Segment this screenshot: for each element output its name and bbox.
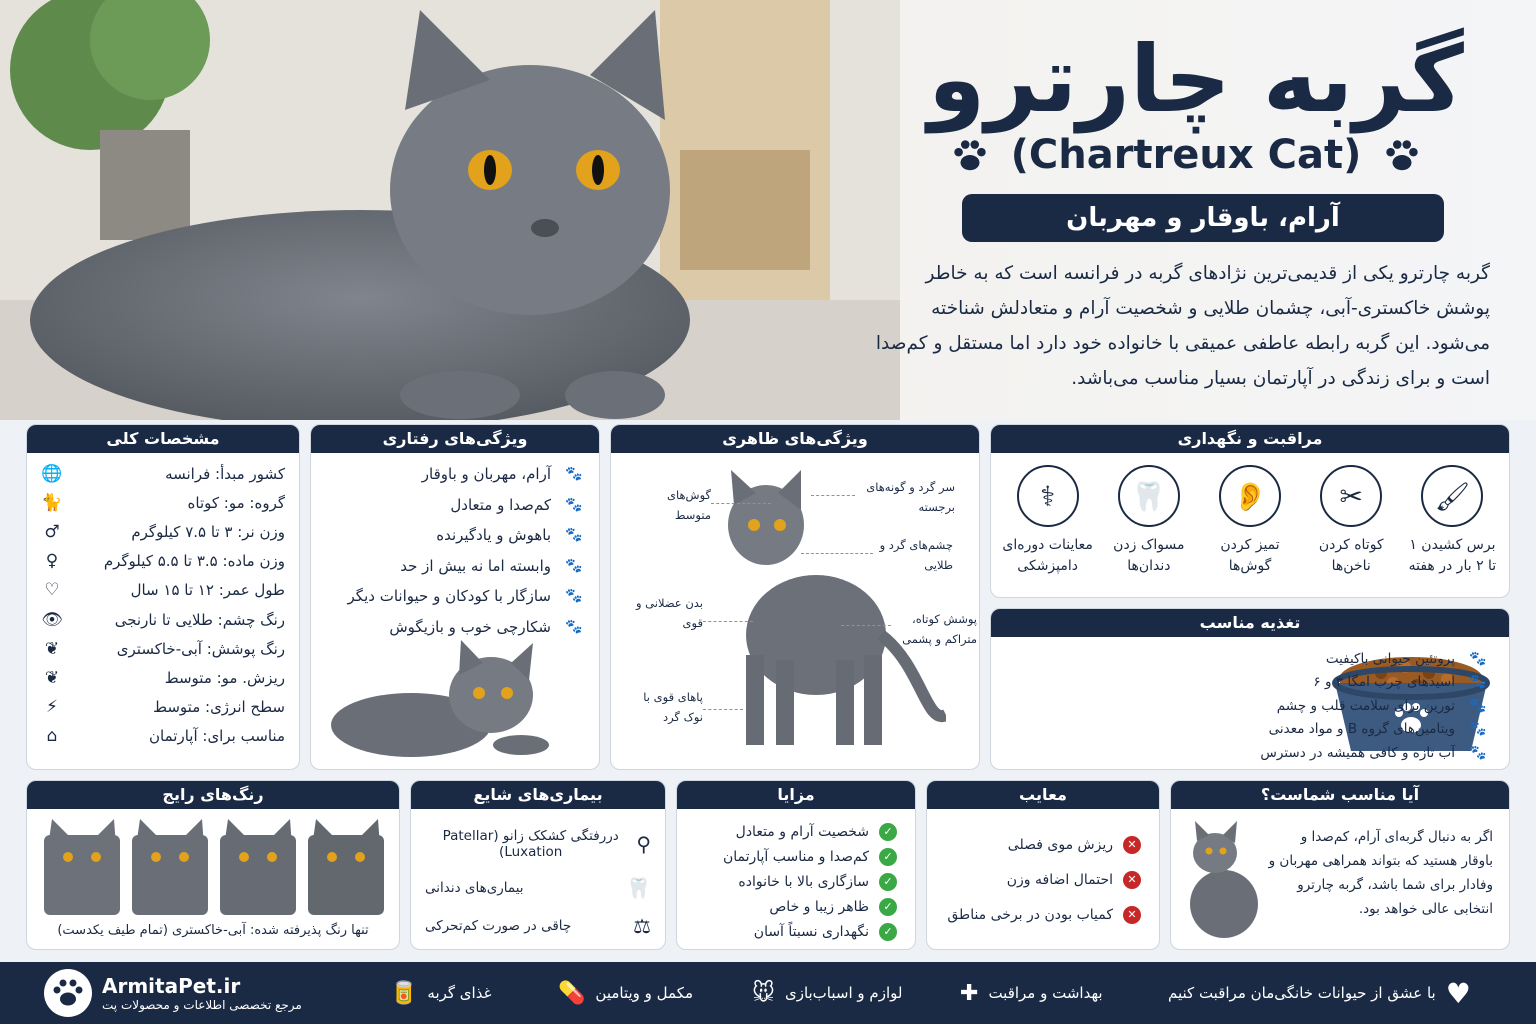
behavior-item: [325, 551, 585, 582]
care-item-ears: [1204, 465, 1296, 577]
spec-text: ریزش. مو: متوسط: [164, 668, 285, 687]
paw-icon: [1383, 136, 1421, 174]
item-text: کم‌صدا و متعادل: [450, 495, 551, 514]
care-label: برس کشیدن ۱ تا ۲ بار در هفته: [1408, 537, 1497, 574]
item-text: وابسته اما نه بیش از حد: [400, 556, 551, 575]
general-spec-item: [41, 547, 285, 576]
item-text: سازگار با کودکان و حیوانات دیگر: [347, 587, 551, 606]
leaf-icon: ❦: [44, 667, 60, 688]
item-text: کمیاب بودن در برخی مناطق: [947, 906, 1113, 923]
card-title: بیماری‌های شایع: [411, 781, 665, 809]
care-items: [991, 453, 1509, 577]
paw-icon: 🐾: [565, 588, 583, 605]
item-text: ویتامین‌های گروه B و مواد معدنی: [1268, 721, 1455, 738]
cons-list: [927, 809, 1159, 932]
item-text: اسیدهای چرب امگا ۳ و ۶: [1313, 674, 1455, 691]
pros-item: [695, 919, 897, 944]
paw-icon: 🐾: [565, 496, 583, 513]
pros-item: [695, 844, 897, 869]
cons-item: [945, 862, 1141, 897]
food-can-icon: 🥫: [390, 980, 418, 1006]
footer-link-hygiene[interactable]: [960, 962, 1103, 1024]
footer-brand[interactable]: [44, 962, 302, 1024]
diseases-list: [411, 809, 665, 945]
card-title: رنگ‌های رایج: [27, 781, 399, 809]
pros-item: [695, 819, 897, 844]
subtitle-text: (Chartreux Cat): [1010, 132, 1362, 178]
cross-icon: ✕: [1123, 906, 1141, 924]
general-spec-item: [41, 459, 285, 488]
nutrition-card: [990, 608, 1510, 770]
item-text: آرام، مهربان و باوقار: [421, 465, 551, 484]
fit-card: [1170, 780, 1510, 950]
general-spec-item: [41, 722, 285, 751]
check-icon: ✓: [879, 873, 897, 891]
general-spec-item: [41, 576, 285, 605]
callout-body: بدن عضلانی و قوی: [635, 596, 703, 630]
spec-text: کشور مبدأ: فرانسه: [165, 464, 285, 483]
care-item-vet: [1002, 465, 1094, 577]
colors-note: تنها رنگ پذیرفته شده: آبی-خاکستری (تمام طیف یکدست): [57, 923, 369, 938]
page-title: گربه چارترو: [928, 26, 1464, 133]
ear-icon: 👂: [1219, 465, 1281, 527]
color-swatch-cats: [34, 817, 394, 917]
pros-list: [677, 809, 915, 944]
male-icon: ♂: [44, 521, 60, 542]
paw-icon: 🐾: [1469, 650, 1487, 667]
tagline-banner: آرام، باوقار و مهربان: [962, 194, 1444, 242]
callout-head: سر گرد و گونه‌های برجسته: [866, 480, 955, 514]
item-text: شخصیت آرام و متعادل: [735, 823, 869, 840]
footer-slogan: [1168, 962, 1471, 1024]
callout-ears: گوش‌های متوسط: [666, 488, 711, 522]
care-label: تمیز کردن گوش‌ها: [1220, 537, 1280, 574]
disease-text: بیماری‌های دندانی: [425, 880, 524, 896]
first-aid-icon: ✚: [960, 980, 979, 1006]
footer-link-label: لوازم و اسباب‌بازی: [784, 984, 903, 1002]
female-icon: ♀: [45, 551, 59, 572]
care-item-brush: [1406, 465, 1498, 577]
behavior-list: [311, 453, 599, 642]
eye-icon: 👁: [41, 609, 63, 630]
general-spec-item: [41, 663, 285, 692]
disease-item: [425, 907, 651, 945]
general-spec-item: [41, 488, 285, 517]
behavior-item: [325, 520, 585, 551]
footer-link-label: بهداشت و مراقبت: [988, 984, 1103, 1002]
hero-cat-photo: [0, 0, 900, 420]
general-spec-item: [41, 634, 285, 663]
spec-text: گروه: مو: کوتاه: [187, 493, 285, 512]
paw-icon: 🐾: [565, 618, 583, 635]
sitting-cat-image: [1179, 819, 1269, 939]
nutrition-item: [1219, 694, 1489, 718]
care-label: معاینات دوره‌ای دامپزشکی: [1002, 537, 1093, 574]
check-icon: ✓: [879, 848, 897, 866]
cons-item: [945, 827, 1141, 862]
intro-paragraph: گربه چارترو یکی از قدیمی‌ترین نژادهای گربه در فرانسه است که به خاطر پوشش خاکستری-آبی، چشمان طلایی و شخصیت آرام و متعادلش شناخته می‌شود. این گربه رابطه عاطفی عمیقی با خانواده خود دارد اما مستقل و کم‌صدا است و برای زندگی در آپارتمان بسیار مناسب می‌باشد.: [875, 263, 1490, 389]
card-title: تغذیه مناسب: [991, 609, 1509, 637]
nutrition-item: [1219, 718, 1489, 742]
footer-link-label: غذای گربه: [427, 984, 492, 1002]
card-title: مشخصات کلی: [27, 425, 299, 453]
cat-icon: 🐈: [41, 492, 63, 513]
callout-line: [711, 503, 771, 504]
heart-pulse-icon: ♡: [44, 580, 60, 601]
item-text: نگهداری نسبتاً آسان: [753, 923, 869, 940]
care-label: کوتاه کردن ناخن‌ها: [1318, 537, 1384, 574]
item-text: تورین برای سلامت قلب و چشم: [1276, 697, 1455, 714]
item-text: ریزش موی فصلی: [1007, 836, 1113, 853]
stethoscope-icon: ⚕: [1017, 465, 1079, 527]
behavior-item: [325, 459, 585, 490]
brush-icon: 🖌: [1421, 465, 1483, 527]
check-icon: ✓: [879, 898, 897, 916]
spec-text: رنگ چشم: طلایی تا نارنجی: [114, 610, 285, 629]
item-text: پروتئین حیوانی باکیفیت: [1325, 650, 1455, 667]
general-specs-list: [27, 453, 299, 751]
callout-line: [841, 625, 891, 626]
scale-icon: ⚖: [633, 914, 651, 938]
supplement-bottle-icon: 💊: [558, 980, 586, 1006]
disease-text: دررفتگی کشکک زانو (Patellar Luxation): [442, 828, 619, 860]
card-title: مراقبت و نگهداری: [991, 425, 1509, 453]
care-item-teeth: [1103, 465, 1195, 577]
care-item-nails: [1305, 465, 1397, 577]
lying-cat-image: [321, 635, 551, 765]
item-text: ظاهر زیبا و خاص: [769, 898, 869, 915]
disease-text: چاقی در صورت کم‌تحرکی: [425, 918, 572, 934]
subtitle-english: [906, 132, 1466, 178]
check-icon: ✓: [879, 923, 897, 941]
item-text: شکارچی خوب و بازیگوش: [389, 617, 551, 636]
cons-item: [945, 897, 1141, 932]
footer-bar: [0, 962, 1536, 1024]
tooth-icon: 🦷: [626, 876, 651, 900]
general-spec-item: [41, 517, 285, 546]
paw-icon: 🐾: [1469, 674, 1487, 691]
home-icon: ⌂: [46, 726, 58, 747]
paw-icon: 🐾: [565, 527, 583, 544]
callout-line: [703, 709, 743, 710]
tooth-icon: 🦷: [1118, 465, 1180, 527]
general-spec-item: [41, 605, 285, 634]
cons-card: [926, 780, 1160, 950]
pros-item: [695, 869, 897, 894]
item-text: احتمال اضافه وزن: [1006, 871, 1113, 888]
slogan-text: با عشق از حیوانات خانگی‌مان مراقبت کنیم: [1168, 984, 1436, 1002]
behavior-card: [310, 424, 600, 770]
nutrition-item: [1219, 647, 1489, 671]
nail-clipper-icon: ✂: [1320, 465, 1382, 527]
paw-icon: 🐾: [565, 557, 583, 574]
callout-line: [703, 621, 753, 622]
general-spec-item: [41, 693, 285, 722]
footer-link-label: مکمل و ویتامین: [595, 984, 694, 1002]
callout-line: [801, 553, 873, 554]
callout-coat: پوشش کوتاه، متراکم و پشمی: [902, 612, 977, 646]
disease-item: [425, 819, 651, 869]
spec-text: سطح انرژی: متوسط: [153, 698, 285, 717]
heart-icon: ♥: [1445, 976, 1471, 1010]
paw-icon: 🐾: [1469, 697, 1487, 714]
bolt-icon: ⚡: [46, 697, 58, 718]
paw-icon: 🐾: [1469, 721, 1487, 738]
item-text: سازگاری بالا با خانواده: [738, 873, 869, 890]
card-title: ویژگی‌های ظاهری: [611, 425, 979, 453]
appearance-card: [610, 424, 980, 770]
footer-link-cat-food[interactable]: [390, 962, 491, 1024]
paw-icon: [951, 136, 989, 174]
brand-name: ArmitaPet.ir: [102, 974, 241, 998]
diseases-card: [410, 780, 666, 950]
pros-card: [676, 780, 916, 950]
colors-card: [26, 780, 400, 950]
cross-icon: ✕: [1123, 871, 1141, 889]
card-title: ویژگی‌های رفتاری: [311, 425, 599, 453]
general-specs-card: [26, 424, 300, 770]
care-card: [990, 424, 1510, 598]
callout-legs: پاهای قوی با نوک گرد: [643, 690, 703, 724]
behavior-item: [325, 581, 585, 612]
knee-icon: ⚲: [636, 832, 651, 856]
card-title: مزایا: [677, 781, 915, 809]
leaf-icon: ❦: [44, 638, 60, 659]
check-icon: ✓: [879, 823, 897, 841]
spec-text: طول عمر: ۱۲ تا ۱۵ سال: [130, 581, 285, 600]
footer-link-toys[interactable]: [752, 962, 902, 1024]
globe-icon: 🌐: [41, 463, 63, 484]
behavior-item: [325, 490, 585, 521]
footer-link-supplements[interactable]: [558, 962, 693, 1024]
card-title: آیا مناسب شماست؟: [1171, 781, 1509, 809]
spec-text: رنگ پوشش: آبی-خاکستری: [116, 639, 285, 658]
callout-line: [811, 495, 855, 496]
brand-subtitle: مرجع تخصصی اطلاعات و محصولات پت: [102, 998, 302, 1012]
spec-text: مناسب برای: آپارتمان: [149, 727, 285, 746]
nutrition-item: [1219, 671, 1489, 695]
care-label: مسواک زدن دندان‌ها: [1113, 537, 1185, 574]
paw-icon: 🐾: [1469, 744, 1487, 761]
toy-mouse-icon: 🐭: [752, 980, 775, 1006]
callout-eyes: چشم‌های گرد و طلایی: [879, 538, 953, 572]
spec-text: وزن ماده: ۳.۵ تا ۵.۵ کیلوگرم: [103, 552, 285, 571]
item-text: کم‌صدا و مناسب آپارتمان: [722, 848, 869, 865]
cross-icon: ✕: [1123, 836, 1141, 854]
pros-item: [695, 894, 897, 919]
card-title: معایب: [927, 781, 1159, 809]
item-text: باهوش و یادگیرنده: [436, 526, 551, 545]
nutrition-item: [1219, 741, 1489, 765]
spec-text: وزن نر: ۳ تا ۷.۵ کیلوگرم: [131, 522, 285, 541]
nutrition-list: [1219, 647, 1489, 765]
fit-text: اگر به دنبال گربه‌ای آرام، کم‌صدا و باوقار هستید که بتواند همراهی مهربان و وفادار برای شما باشد، گربه چارترو انتخابی عالی خواهد بود.: [1268, 829, 1493, 917]
disease-item: [425, 869, 651, 907]
item-text: آب تازه و کافی همیشه در دسترس: [1260, 744, 1455, 761]
paw-logo-icon: [44, 969, 92, 1017]
paw-icon: 🐾: [565, 466, 583, 483]
